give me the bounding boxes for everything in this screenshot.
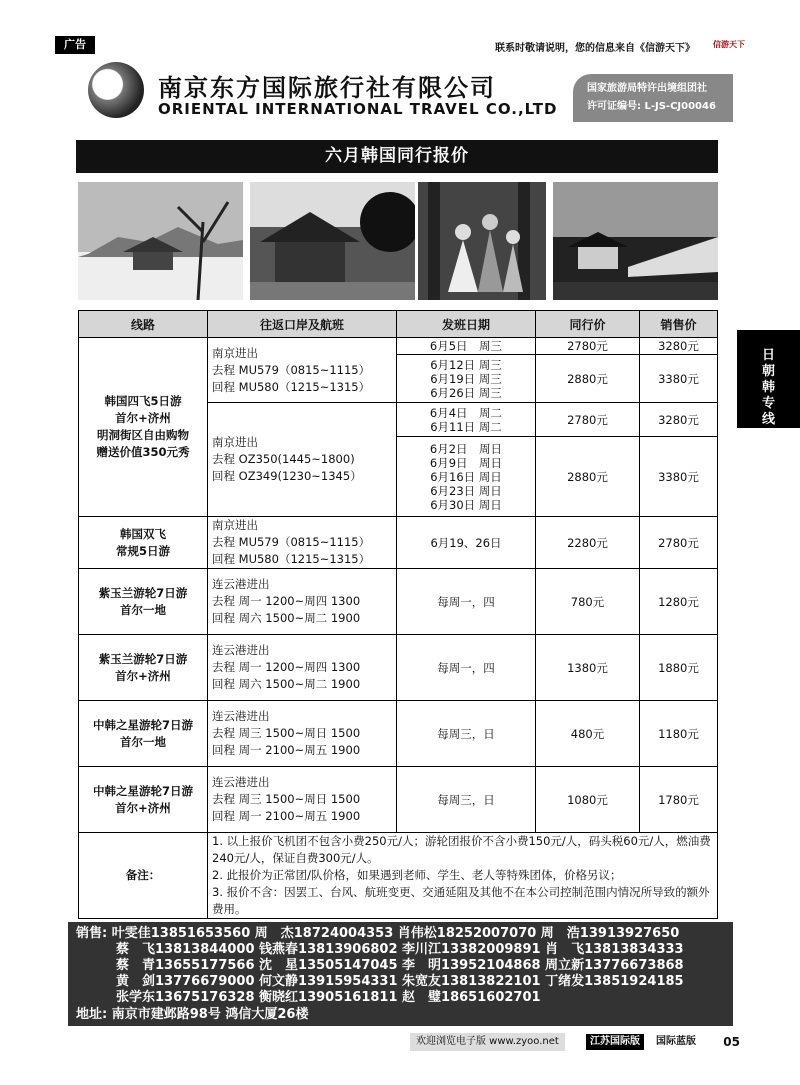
header-port: 往返口岸及航班: [208, 311, 397, 338]
date-line: 6月2日 周日: [429, 441, 503, 456]
side-tab-char: 线: [761, 412, 775, 427]
date-line: 6月30日 周日: [430, 497, 502, 512]
date-line: 6月19日 周三: [430, 371, 502, 386]
route-line: 首尔一地: [120, 602, 166, 617]
peer-price: 1380元: [536, 635, 640, 701]
browse-link[interactable]: 欢迎浏览电子版 www.zyoo.net: [410, 1033, 565, 1051]
contact-block: [68, 922, 733, 1026]
side-tab-char: 专: [761, 396, 775, 411]
route-cell: [79, 635, 208, 701]
edition-label: 江苏国际版: [586, 1034, 644, 1050]
contact-line: 张学东13675176328 衡晓红13905161811 赵 璧18651602701: [116, 990, 541, 1005]
route-cell: [79, 517, 208, 569]
side-tab-char: 朝: [761, 364, 775, 379]
page-title: 六月韩国同行报价: [76, 140, 718, 173]
source-note: 联系时敬请说明，您的信息来自《信游天下》: [495, 43, 695, 54]
port-line: 去程 周三 1500~周日 1500: [212, 792, 361, 806]
route-cell: [79, 569, 208, 635]
notes-row: [79, 833, 718, 919]
top-bar: [55, 36, 745, 54]
section-label: 国际蓝版: [656, 1036, 696, 1047]
route-cell: [79, 338, 208, 517]
route-cell: [79, 701, 208, 767]
table-row: [79, 569, 718, 635]
sale-price: 1880元: [640, 635, 718, 701]
port-cell: [208, 635, 397, 701]
peer-price: 2880元: [536, 437, 640, 517]
port-line: 连云港进出: [212, 643, 270, 657]
port-line: 南京进出: [212, 435, 258, 449]
licence-box: [573, 74, 733, 122]
port-line: 回程 MU580（1215~1315）: [212, 379, 371, 394]
contact-line: 叶雯佳13851653560 周 杰18724004353 肖伟松18252007070 周 浩13913927650: [111, 926, 680, 941]
port-line: 连云港进出: [212, 577, 270, 591]
notes-label: 备注：: [79, 833, 208, 919]
dates-cell: 6月5日 周三: [397, 338, 536, 355]
route-line: 常规5日游: [115, 543, 170, 558]
company-name-cn: 南京东方国际旅行社有限公司: [158, 74, 496, 102]
route-line: 韩国双飞: [120, 526, 166, 541]
date-line: 6月12日 周三: [430, 357, 502, 372]
side-tab-char: 韩: [761, 380, 775, 395]
side-tab-char: 日: [761, 348, 775, 363]
temple-photo: [250, 182, 415, 300]
sale-price: 3280元: [640, 403, 718, 437]
port-cell: [208, 517, 397, 569]
sales-contacts: [76, 926, 679, 942]
note-line: 1. 以上报价飞机团不包含小费250元/人；游轮团报价不含小费150元/人，码头税60元/人，燃油费240元/人，保证自费300元/人。: [212, 834, 711, 865]
route-line: 紫玉兰游轮7日游: [98, 651, 188, 666]
costume-photo: [418, 182, 546, 300]
route-line: 明洞街区自由购物: [97, 428, 189, 442]
address-line: [76, 1007, 308, 1023]
port-line: 去程 周一 1200~周四 1300: [212, 660, 361, 674]
date-line: 6月9日 周日: [429, 455, 503, 470]
peer-price: 2880元: [536, 355, 640, 403]
sale-price: 1180元: [640, 701, 718, 767]
route-line: 首尔一地: [120, 734, 166, 749]
date-line: 6月11日 周二: [430, 419, 502, 434]
port-cell: [208, 569, 397, 635]
magazine-logo: 信游天下: [713, 40, 745, 49]
date-line: 6月26日 周三: [430, 385, 502, 400]
table-row: [79, 701, 718, 767]
price-table: [78, 310, 718, 919]
port-line: 回程 周一 2100~周五 1900: [212, 809, 361, 823]
port-line: 连云港进出: [212, 709, 270, 723]
sale-price: 2780元: [640, 517, 718, 569]
sale-price: 3380元: [640, 355, 718, 403]
table-row: [79, 635, 718, 701]
date-line: 6月4日 周二: [429, 405, 503, 420]
route-line: 赠送价值350元秀: [96, 445, 190, 459]
licence-number: 许可证编号: L-JS-CJ00046: [587, 101, 716, 112]
ad-tag: 广告: [55, 36, 95, 54]
snow-palace-photo: [78, 182, 243, 300]
route-line: 首尔+济州: [115, 800, 171, 815]
peer-price: 480元: [536, 701, 640, 767]
port-cell: [208, 403, 397, 517]
sale-price: 1280元: [640, 569, 718, 635]
company-logo-icon: [88, 62, 144, 118]
header-sale-price: 销售价: [640, 311, 718, 338]
table-header-row: [79, 311, 718, 338]
peer-price: 2780元: [536, 338, 640, 355]
note-line: 2. 此报价为正常团/队价格，如果遇到老师、学生、老人等特殊团体，价格另议；: [212, 868, 622, 882]
route-line: 中韩之星游轮7日游: [92, 783, 193, 798]
route-line: 紫玉兰游轮7日游: [98, 585, 188, 600]
port-line: 去程 MU579（0815~1115）: [212, 535, 371, 549]
date-line: 6月23日 周日: [430, 483, 502, 498]
port-line: 回程 周一 2100~周五 1900: [212, 743, 361, 757]
port-line: 回程 MU580（1215~1315）: [212, 552, 371, 566]
address-label: 地址:: [76, 1007, 108, 1022]
notes-cell: [208, 833, 718, 919]
table-row: [79, 517, 718, 569]
sale-price: 3280元: [640, 338, 718, 355]
port-line: 南京进出: [212, 345, 258, 360]
dates-cell: 每周三，日: [397, 767, 536, 833]
dates-cell: 每周一，四: [397, 569, 536, 635]
contact-line: 蔡 青13655177566 沈 星13505147045 李 明13952104868 周立新13776673868: [116, 958, 684, 973]
peer-price: 2280元: [536, 517, 640, 569]
contact-line: 蔡 飞13813844000 钱燕春13813906802 李川江13382009891 肖 飞13813834333: [116, 942, 684, 957]
date-line: 6月16日 周日: [430, 469, 502, 484]
company-header: [68, 62, 733, 132]
port-cell: [208, 701, 397, 767]
port-line: 去程 周三 1500~周日 1500: [212, 726, 361, 740]
port-line: 回程 OZ349(1230~1345）: [212, 469, 362, 483]
port-cell: [208, 338, 397, 403]
page-number: 05: [723, 1035, 740, 1049]
header-route: 线路: [79, 311, 208, 338]
dates-cell: [397, 437, 536, 517]
table-row: [79, 338, 718, 355]
port-line: 去程 OZ350(1445~1800): [212, 452, 355, 466]
route-cell: [79, 767, 208, 833]
contact-line: 黄 剑13776679000 何文静13915954331 朱宽友13813822101 丁绪发13851924185: [116, 974, 684, 989]
peer-price: 1080元: [536, 767, 640, 833]
dates-cell: 每周三，日: [397, 701, 536, 767]
route-line: 首尔+济州: [115, 668, 171, 683]
header-dates: 发班日期: [397, 311, 536, 338]
port-cell: [208, 767, 397, 833]
sale-price: 1780元: [640, 767, 718, 833]
port-line: 回程 周六 1500~周二 1900: [212, 611, 361, 625]
licence-line: 国家旅游局特许出境组团社: [587, 83, 707, 94]
dates-cell: [397, 403, 536, 437]
sale-price: 3380元: [640, 437, 718, 517]
sales-label: 销售:: [76, 926, 108, 941]
peer-price: 2780元: [536, 403, 640, 437]
port-line: 回程 周六 1500~周二 1900: [212, 677, 361, 691]
peer-price: 780元: [536, 569, 640, 635]
table-row: [79, 767, 718, 833]
route-line: 中韩之星游轮7日游: [92, 717, 193, 732]
port-line: 去程 MU579（0815~1115）: [212, 362, 371, 377]
address-text: 南京市建邺路98号 鸿信大厦26楼: [111, 1007, 309, 1022]
route-line: 首尔+济州: [115, 411, 171, 425]
note-line: 3. 报价不含：因罢工、台风、航班变更、交通延阻及其他不在本公司控制范围内情况所导致的额外费用。: [212, 885, 710, 916]
port-line: 去程 周一 1200~周四 1300: [212, 594, 361, 608]
port-line: 南京进出: [212, 518, 258, 532]
side-tab-korea-line: [737, 330, 800, 428]
header-peer-price: 同行价: [536, 311, 640, 338]
port-line: 连云港进出: [212, 775, 270, 789]
dates-cell: 每周一，四: [397, 635, 536, 701]
dates-cell: 6月19、26日: [397, 517, 536, 569]
company-name-en: ORIENTAL INTERNATIONAL TRAVEL CO.,LTD: [158, 100, 558, 118]
route-line: 韩国四飞5日游: [104, 394, 182, 408]
photo-strip: [78, 182, 718, 300]
footer: [410, 1033, 740, 1051]
dates-cell: [397, 355, 536, 403]
night-palace-photo: [553, 182, 718, 300]
